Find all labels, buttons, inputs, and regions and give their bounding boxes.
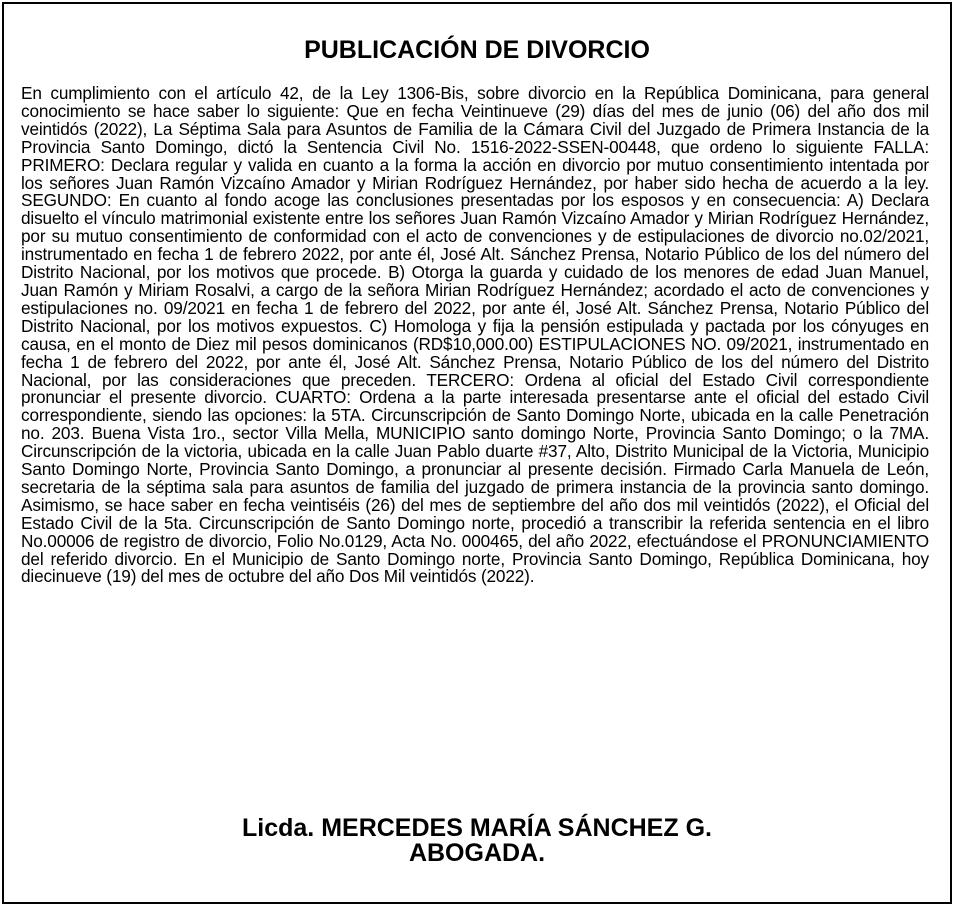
- signature-name: Licda. MERCEDES MARÍA SÁNCHEZ G.: [242, 814, 712, 842]
- notice-body: En cumplimiento con el artículo 42, de la Ley 1306-Bis, sobre divorcio en la República Dominicana, para general conocimiento se hace saber lo siguiente: Que en fecha Veintinueve (29) días del mes de junio (06) del año dos mil veintidós (2022), La Séptima Sala para Asuntos de Familia de la Cámara Civil del Juzgado de Primera Instancia de la Provincia Santo Domingo, dictó la Sentencia Civil No. 1516-2022-SSEN-00448, que ordeno lo siguiente FALLA: PRIMERO: Declara regular y valida en cuanto a la forma la acción en divorcio por mutuo consentimiento intentada por los señores Juan Ramón Vizcaíno Amador y Mirian Rodríguez Hernández, por haber sido hecha de acuerdo a la ley. SEGUNDO: En cuanto al fondo acoge las conclusiones presentadas por los esposos y en consecuencia: A) Declara disuelto el vínculo matrimonial existente entre los señores Juan Ramón Vizcaíno Amador y Mirian Rodríguez Hernández, por su mutuo consentimiento de conformidad con el acto de convenciones y de estipulaciones de divorcio no.02/2021, instrumentado en fecha 1 de febrero 2022, por ante él, José Alt. Sánchez Prensa, Notario Público de los del número del Distrito Nacional, por los motivos que procede. B) Otorga la guarda y cuidado de los menores de edad Juan Manuel, Juan Ramón y Miriam Rosalvi, a cargo de la señora Mirian Rodríguez Hernández; acordado el acto de convenciones y estipulaciones no. 09/2021 en fecha 1 de febrero del 2022, por ante él, José Alt. Sánchez Prensa, Notario Público del Distrito Nacional, por los motivos expuestos. C) Homologa y fija la pensión estipulada y pactada por los cónyuges en causa, en el monto de Diez mil pesos dominicanos (RD$10,000.00) ESTIPULACIONES NO. 09/2021, instrumentado en fecha 1 de febrero del 2022, por ante él, José Alt. Sánchez Prensa, Notario Público de los del número del Distrito Nacional, por las consideraciones que preceden. TERCERO: Ordena al oficial del Estado Civil correspondiente pronunciar el presente divorcio. CUARTO: Ordena a la parte interesada presentarse ante el oficial del estado Civil correspondiente, siendo las opciones: la 5TA. Circunscripción de Santo Domingo Norte, ubicada en la calle Penetración no. 203. Buena Vista 1ro., sector Villa Mella, MUNICIPIO santo domingo Norte, Provincia Santo Domingo; o la 7MA. Circunscripción de la victoria, ubicada en la calle Juan Pablo duarte #37, Alto, Distrito Municipal de la Victoria, Municipio Santo Domingo Norte, Provincia Santo Domingo, a pronunciar al presente decisión. Firmado Carla Manuela de León, secretaria de la séptima sala para asuntos de familia del juzgado de primera instancia de la provincia santo domingo. Asimismo, se hace saber en fecha veintiséis (26) del mes de septiembre del año dos mil veintidós (2022), el Oficial del Estado Civil de la 5ta. Circunscripción de Santo Domingo norte, procedió a transcribir la referida sentencia en el libro No.00006 de registro de divorcio, Folio No.0129, Acta No. 000465, del año 2022, efectuándose el PRONUNCIAMIENTO del referido divorcio. En el Municipio de Santo Domingo norte, Provincia Santo Domingo, República Dominicana, hoy diecinueve (19) del mes de octubre del año Dos Mil veintidós (2022).: [21, 83, 929, 587]
- signature-title: ABOGADA.: [408, 839, 546, 867]
- notice-border: [2, 2, 952, 904]
- signature-block: [4, 816, 950, 866]
- notice-title: PUBLICACIÓN DE DIVORCIO: [304, 36, 650, 64]
